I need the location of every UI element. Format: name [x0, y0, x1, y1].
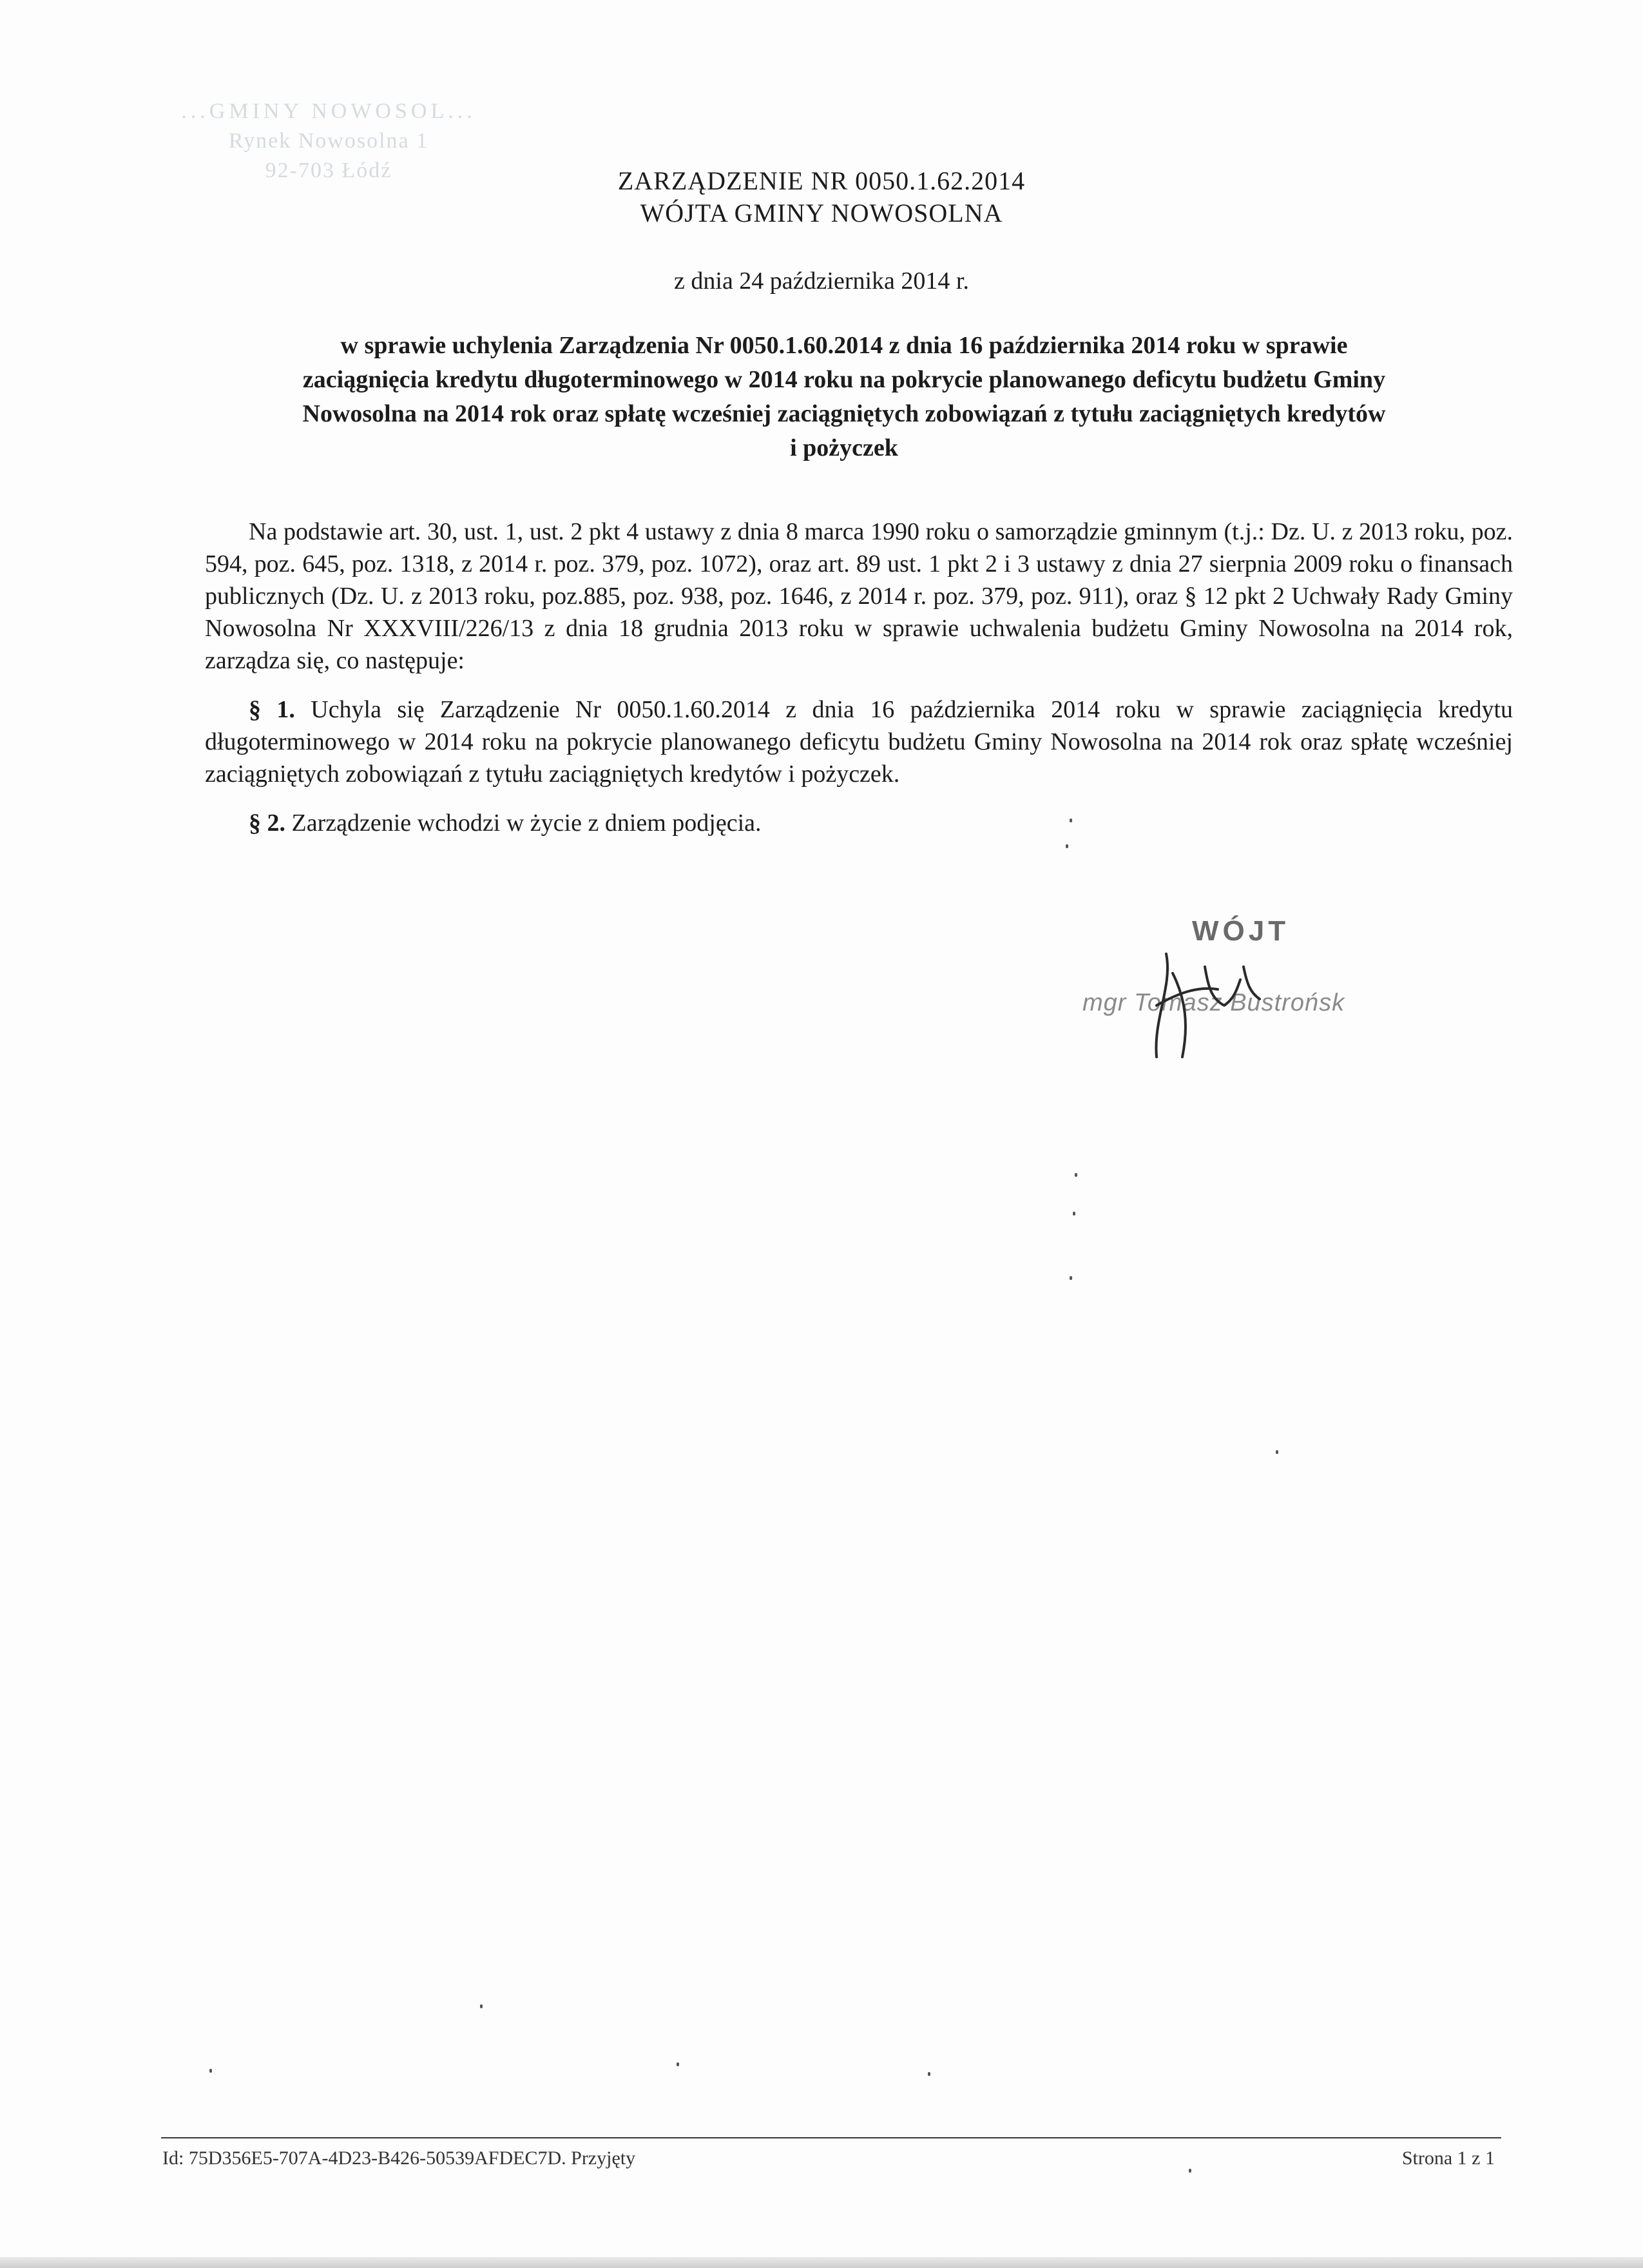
- signature-name: mgr Tomasz Bustrońsk: [1082, 989, 1345, 1016]
- scan-speck: [1070, 819, 1072, 822]
- subject-line: i pożyczek: [790, 434, 898, 461]
- scan-speck: [677, 2062, 679, 2066]
- scan-speck: [1276, 1450, 1278, 1454]
- subject-line: Nowosolna na 2014 rok oraz spłatę wcześniej zaciągniętych zobowiązań z tytułu zaciągniętych kredytów: [302, 400, 1386, 427]
- footer-divider: [161, 2137, 1501, 2138]
- preamble-paragraph: Na podstawie art. 30, ust. 1, ust. 2 pkt 4 ustawy z dnia 8 marca 1990 roku o samorządzie gminnym (t.j.: Dz. U. z 2013 roku, poz. 594, poz. 645, poz. 1318, z 2014 r. poz. 379, poz. 1072), oraz art. 89 ust. 1 pkt 2 i 3 ustawy z dnia 27 sierpnia 2009 roku o finansach publicznych (Dz. U. z 2013 roku, poz.885, poz. 938, poz. 1646, z 2014 r. poz. 379, poz. 911), oraz § 12 pkt 2 Uchwały Rady Gminy Nowosolna Nr XXXVIII/226/13 z dnia 18 grudnia 2013 roku w sprawie uchwalenia budżetu Gminy Nowosolna na 2014 rok, zarządza się, co następuje:: [205, 518, 1513, 674]
- paragraph-1: [205, 693, 1513, 790]
- signature-block: [1044, 915, 1495, 1083]
- scan-speck: [1066, 844, 1068, 848]
- stamp-line: 92-703 Łódź: [265, 159, 392, 182]
- scan-speck: [1070, 1276, 1072, 1280]
- scan-edge-shadow: [0, 2257, 1643, 2268]
- stamp-line: ...GMINY NOWOSOL...: [181, 99, 476, 123]
- stamp-line: Rynek Nowosolna 1: [228, 129, 429, 153]
- document-title-line2: WÓJTA GMINY NOWOSOLNA: [640, 199, 1003, 228]
- scan-speck: [480, 2004, 483, 2008]
- subject-line: zaciągnięcia kredytu długoterminowego w 2014 roku na pokrycie planowanego deficytu budżetu Gminy: [302, 366, 1386, 393]
- paragraph-1-number: § 1.: [249, 696, 295, 723]
- scan-speck: [928, 2072, 930, 2076]
- document-header: [0, 165, 1643, 296]
- document-date: z dnia 24 października 2014 r.: [674, 267, 969, 295]
- scan-speck: [209, 2069, 212, 2073]
- paragraph-1-text: Uchyla się Zarządzenie Nr 0050.1.60.2014 z dnia 16 października 2014 roku w sprawie zaciągnięcia kredytu długoterminowego w 2014 roku na pokrycie planowanego deficytu budżetu Gminy Nowosolna na 2014 rok oraz spłatę wcześniej zaciągniętych zobowiązań z tytułu zaciągniętych kredytów i pożyczek.: [205, 696, 1513, 788]
- footer-page-number: Strona 1 z 1: [1401, 2147, 1495, 2169]
- scan-speck: [1189, 2169, 1191, 2173]
- document-subject: [232, 329, 1456, 465]
- scan-speck: [1073, 1212, 1075, 1216]
- footer-document-id: Id: 75D356E5-707A-4D23-B426-50539AFDEC7D. Przyjęty: [162, 2147, 636, 2169]
- paragraph-2: [205, 807, 1513, 839]
- signature-title: WÓJT: [1192, 915, 1290, 947]
- subject-line: w sprawie uchylenia Zarządzenia Nr 0050.1.60.2014 z dnia 16 października 2014 roku w sprawie: [340, 332, 1348, 359]
- scan-speck: [1075, 1173, 1077, 1177]
- handwritten-signature-icon: [1128, 928, 1282, 1083]
- paragraph-2-number: § 2.: [249, 809, 285, 837]
- document-body: [205, 516, 1513, 856]
- document-title-line1: ZARZĄDZENIE NR 0050.1.62.2014: [617, 166, 1026, 195]
- paragraph-2-text: Zarządzenie wchodzi w życie z dniem podjęcia.: [291, 809, 762, 837]
